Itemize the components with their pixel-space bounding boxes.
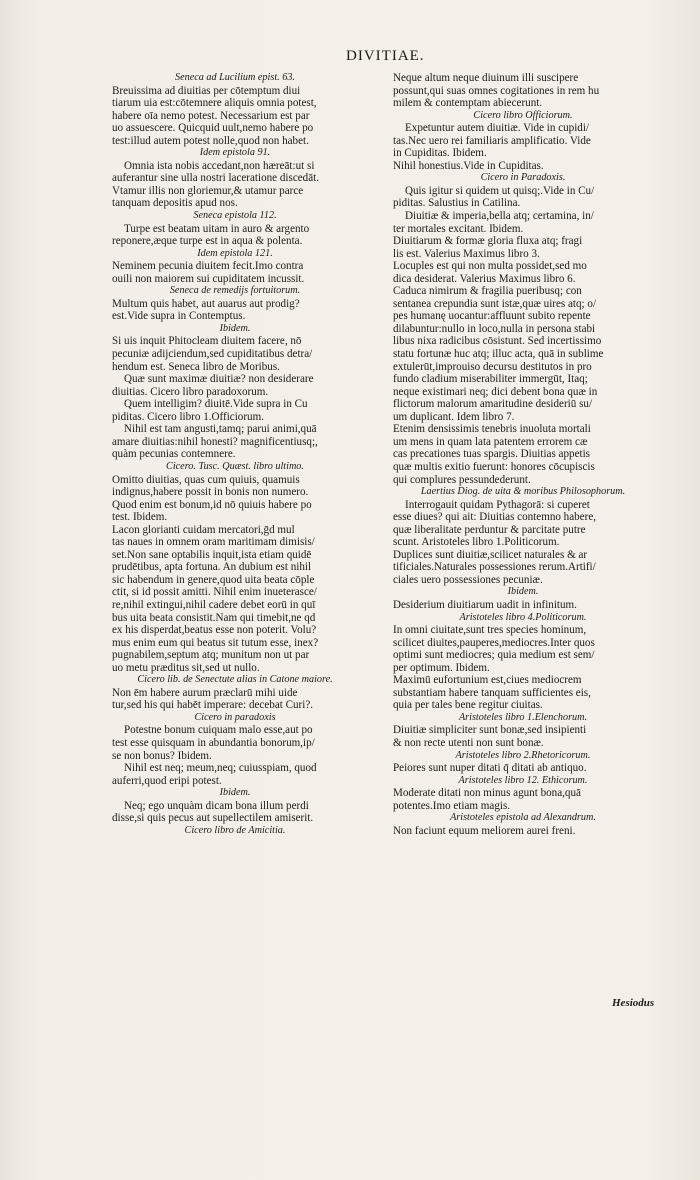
text-line: dilabuntur:nullo in loco,nulla in persona stabi	[393, 322, 596, 335]
text-line: Cicero libro Officiorum.	[473, 109, 573, 121]
text-line: Seneca epistola 112.	[193, 210, 277, 222]
text-line: Neque altum neque diuinum illi suscipere	[393, 72, 579, 84]
text-line: set.Non sane optabilis inquit,ista etiam quidē	[112, 548, 312, 561]
left-column	[112, 72, 358, 837]
text-line: Laertius Diog. de uita & moribus Philosophorum.	[420, 486, 626, 498]
text-line: piditas. Cicero libro 1.Officiorum.	[112, 410, 264, 423]
text-line: hendum est. Seneca libro de Moribus.	[112, 360, 280, 373]
text-line: Neq; ego unquàm dicam bona illum perdi	[124, 799, 309, 812]
text-line: Turpe est beatam uitam in auro & argento	[124, 222, 310, 235]
text-line: Nihil est tam angusti,tamq; parui animi,quā	[124, 423, 317, 436]
text-line: Cicero lib. de Senectute alias in Catone maiore.	[137, 674, 333, 686]
text-line: habere oīa nemo potest. Necessarium est par	[112, 109, 310, 122]
text-line: statu fortunæ huc atq; illuc acta, quā in sublime	[393, 348, 604, 361]
text-line: lis est. Valerius Maximus libro 3.	[393, 247, 540, 260]
text-line: Seneca ad Lucilium epist. 63.	[175, 72, 295, 83]
text-line: amare diuitias:nihil honesti? magnificentiusq;,	[112, 435, 318, 448]
text-line: Peiores sunt nuper ditati q̄ ditati ab antiquo.	[393, 762, 587, 775]
text-line: est.Vide supra in Contemptus.	[112, 310, 246, 323]
text-line: Breuissima ad diuitias per cōtemptum diui	[112, 84, 301, 97]
text-line: uo assuescere. Quicquid uult,nemo habere po	[112, 122, 314, 135]
text-line: libus nixa radicibus cōsistunt. Sed incertissimo	[393, 335, 602, 348]
text-line: per optimum. Ibidem.	[393, 661, 490, 674]
text-line: Aristoteles libro 4.Politicorum.	[459, 611, 587, 623]
text-line: extulerūt,improuiso decursu destitutos in pro	[393, 360, 592, 373]
text-line: Nihil honestius.Vide in Cupiditas.	[393, 159, 544, 172]
text-line: possunt,qui suas omnes cogitationes in rem hu	[393, 84, 600, 97]
text-line: test:illud autem potest nolle,quod non habet.	[112, 134, 309, 147]
text-line: sic habendum in genere,quod uita beata cōple	[112, 573, 315, 586]
text-line: milem & contemptam abiecerunt.	[393, 97, 543, 110]
text-line: Cicero in paradoxis	[194, 711, 276, 723]
text-line: um duplicant. Idem libro 7.	[393, 410, 515, 423]
text-line: Cicero in Paradoxis.	[480, 172, 566, 184]
text-line: ter mortales excitant. Ibidem.	[393, 222, 524, 235]
text-line: Omnia ista nobis accedant,non hæreāt:ut si	[124, 159, 315, 172]
text-line: Expetuntur autem diuitiæ. Vide in cupidi/	[405, 122, 589, 135]
text-line: auferri,quod eripi potest.	[112, 774, 222, 787]
text-line: esse diues? qui ait: Diuitias contemno habere,	[393, 511, 597, 524]
text-line: mus enim eum qui beatus sit tutum esse, inex?	[112, 636, 319, 649]
text-line: indignus,habere possit in bonis non numero.	[112, 486, 309, 499]
text-line: Vtamur illis non gloriemur,& utamur parce	[112, 184, 304, 197]
text-line: auferantur sine ulla nostri laceratione discedāt.	[112, 172, 319, 185]
text-line: Omitto diuitias, quas cum quiuis, quamuis	[112, 473, 300, 486]
text-line: re,nihil extingui,nihil cadere debet eorū in quī	[112, 598, 316, 611]
text-line: ctit, si id possit amitti. Nihil enim inueterasce/	[112, 586, 317, 599]
text-line: scunt. Aristoteles libro 1.Politicorum.	[393, 536, 560, 549]
text-line: Aristoteles libro 12. Ethicorum.	[458, 774, 588, 786]
text-line: scilicet diuites,pauperes,mediocres.Inter quos	[393, 636, 595, 649]
text-line: Lacon glorianti cuidam mercatori,ḡd mul	[112, 523, 295, 536]
text-line: Cicero libro de Amicitia.	[184, 824, 286, 836]
text-line: substantiam habere tanquam sufficientes eis,	[393, 686, 591, 699]
text-line: ex his disperdat,beatus esse non poterit. Volu?	[112, 624, 317, 637]
text-line: ouili non maiorem sui cupiditatem incussit.	[112, 272, 305, 285]
catchword: Hesiodus	[612, 997, 655, 1009]
text-line: in Cupiditas. Ibidem.	[393, 147, 487, 160]
text-line: um mens in quam lata patentem errorem cæ	[393, 435, 588, 448]
text-line: Ibidem.	[507, 586, 539, 598]
text-line: Potestne bonum cuiquam malo esse,aut po	[124, 724, 313, 737]
text-line: prudētibus, apta fortuna. An dubium est nihil	[112, 561, 312, 574]
text-line: pecuniæ adijciendum,sed cupiditatibus detra/	[112, 348, 313, 361]
text-line: potentes.Imo etiam magis.	[393, 799, 511, 812]
text-line: disse,si quis pecus aut supellectilem amiserit.	[112, 812, 314, 825]
text-line: Quem intelligim? diuitē.Vide supra in Cu	[124, 398, 308, 411]
text-line: pes humanę uocantur:affluunt subito repente	[393, 310, 591, 323]
text-line: Non ēm habere aurum præclarū mihi uide	[112, 686, 298, 699]
text-line: bus uita beata consistit.Nam qui timebit,ne qd	[112, 611, 316, 624]
text-line: Non faciunt equum meliorem aurei freni.	[393, 824, 576, 837]
text-line: Si uis inquit Phitocleam diuitem facere, nō	[112, 335, 302, 348]
text-line: Ibidem.	[219, 787, 251, 799]
text-line: Quis igitur si quidem ut quisq;.Vide in Cu/	[405, 184, 595, 197]
text-line: Diuitiæ & imperia,bella atq; certamina, in/	[405, 210, 594, 223]
text-line: test. Ibidem.	[112, 511, 168, 524]
text-line: Aristoteles libro 2.Rhetoricorum.	[455, 749, 591, 761]
text-line: diuitias. Cicero libro paradoxorum.	[112, 385, 269, 398]
text-line: Diuitiæ simpliciter sunt bonæ,sed insipienti	[393, 724, 587, 737]
text-line: tanquam depositis apud nos.	[112, 197, 238, 210]
text-line: Idem epistola 121.	[197, 247, 273, 259]
text-line: Maximū eufortunium est,ciues mediocrem	[393, 674, 582, 687]
text-line: reponere,æque turpe est in aqua & polenta.	[112, 235, 303, 248]
text-line: Interrogauit quidam Pythagorā: si cuperet	[405, 498, 590, 511]
text-line: Locuples est qui non multa possidet,sed mo	[393, 260, 587, 273]
running-head: DIVITIAE.	[346, 48, 425, 64]
text-line: sentanea crepundia sunt istæ,quæ uires atq; o/	[393, 297, 597, 310]
text-line: Aristoteles libro 1.Elenchorum.	[458, 711, 588, 723]
text-line: Ibidem.	[219, 322, 251, 334]
text-line: test esse quisquam in abundantia bonorum,ip/	[112, 736, 315, 749]
text-line: Idem epistola 91.	[199, 147, 271, 159]
text-line: se non bonus? Ibidem.	[112, 749, 212, 762]
text-line: quæ multis exitio fuerunt: honores cōcupiscis	[393, 460, 595, 473]
text-line: & non recte utenti non sunt bonæ.	[393, 736, 544, 749]
text-line: tas naues in omnem oram maritimam dimisis/	[112, 536, 315, 549]
text-line: tas.Nec uero rei familiaris amplificatio. Vide	[393, 134, 591, 147]
text-line: Duplices sunt diuitiæ,scilicet naturales & ar	[393, 548, 588, 561]
text-line: Caduca nimirum & fragilia pueribusq; con	[393, 285, 582, 298]
text-line: Multum quis habet, aut auarus aut prodig?	[112, 297, 300, 310]
text-line: pugnabilem,septum atq; munitum non ut par	[112, 649, 310, 662]
text-line: Diuitiarum & formæ gloria fluxa atq; fragi	[393, 235, 583, 248]
text-line: Desiderium diuitiarum uadit in infinitum.	[393, 598, 577, 611]
text-line: tificiales.Naturales possessiones rerum.Artifi/	[393, 561, 596, 574]
text-line: optimi sunt mediocres; quia medium est sem/	[393, 649, 595, 662]
text-line: Quod enim est bonum,id nō quiuis habere po	[112, 498, 312, 511]
text-line: Quæ sunt maximæ diuitiæ? non desiderare	[124, 373, 314, 386]
text-line: tur,sed his qui habēt imperare: decebat Curi?.	[112, 699, 314, 712]
text-line: Moderate ditati non minus agunt bona,quā	[393, 787, 581, 800]
text-line: Cicero. Tusc. Quæst. libro ultimo.	[166, 460, 304, 472]
text-line: neque existimari neq; dici debent bona quæ in	[393, 385, 598, 398]
text-line: dica desiderat. Valerius Maximus libro 6.	[393, 272, 576, 285]
text-line: quàm pecunias contemnere.	[112, 448, 236, 461]
text-line: uo metu præditus sit,sed ut nullo.	[112, 661, 260, 674]
text-line: Neminem pecunia diuitem fecit.Imo contra	[112, 260, 304, 273]
text-line: cas precationes tuas spargis. Diuitias appetis	[393, 448, 590, 461]
text-line: quia per tales bene regitur ciuitas.	[393, 699, 543, 712]
right-column	[393, 72, 653, 837]
text-line: fundo cladium miserabiliter immergūt, Itaq;	[393, 373, 588, 386]
text-line: Aristoteles epistola ad Alexandrum.	[450, 812, 596, 824]
text-line: qui complures pessundederunt.	[393, 473, 531, 486]
text-line: ciales uero possessiones pecuniæ.	[393, 573, 543, 586]
text-line: Seneca de remedijs fortuitorum.	[169, 285, 301, 297]
text-line: flictorum malorum amaritudine desideriū su/	[393, 398, 593, 411]
text-line: tiarum uia est:cōtemnere aliquis omnia potest,	[112, 97, 317, 110]
text-line: Nihil est neq; meum,neq; cuiusspiam, quod	[124, 762, 317, 775]
text-line: Etenim densissimis tenebris inuoluta mortali	[393, 423, 591, 436]
text-line: quæ liberalitate perduntur & parcitate putre	[393, 523, 586, 536]
text-line: piditas. Salustius in Catilina.	[393, 197, 521, 210]
text-line: In omni ciuitate,sunt tres species hominum,	[393, 624, 587, 637]
